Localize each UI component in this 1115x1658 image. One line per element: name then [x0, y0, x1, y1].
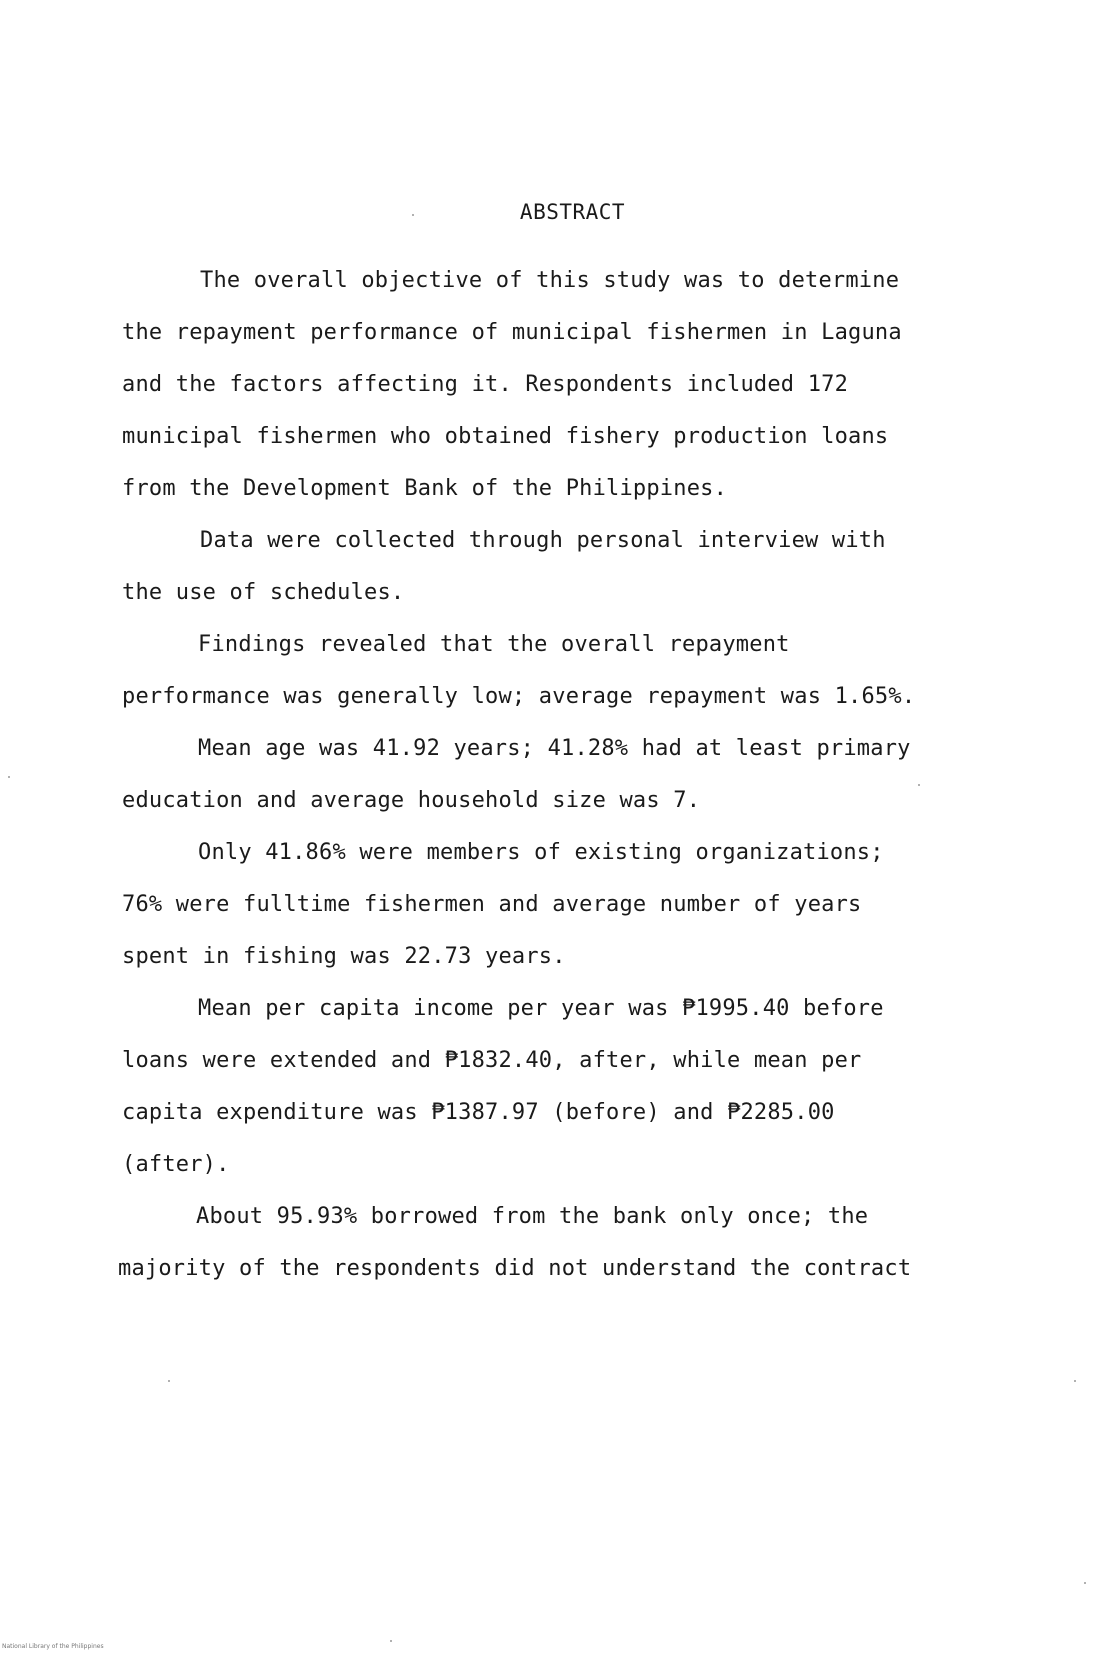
abstract-title: ABSTRACT: [519, 200, 626, 224]
scan-speck: [8, 776, 10, 778]
scan-speck: [1084, 1582, 1086, 1584]
scan-speck: [1074, 1380, 1076, 1382]
scan-speck: [918, 784, 920, 786]
text-line: the use of schedules.: [122, 580, 405, 605]
scan-footer: National Library of the Philippines: [2, 1643, 104, 1650]
text-line: municipal fishermen who obtained fishery production loans: [122, 424, 889, 449]
text-line: the repayment performance of municipal fishermen in Laguna: [122, 320, 902, 345]
text-line: Only 41.86% were members of existing organizations;: [198, 840, 884, 865]
scan-speck: [412, 214, 414, 216]
text-line: 76% were fulltime fishermen and average number of years: [122, 892, 862, 917]
text-line: Mean per capita income per year was ₱1995.40 before: [198, 996, 884, 1021]
text-line: performance was generally low; average repayment was 1.65%.: [122, 684, 916, 709]
text-line: Data were collected through personal interview with: [200, 528, 886, 553]
scan-speck: [390, 1640, 392, 1642]
text-line: The overall objective of this study was to determine: [200, 268, 900, 293]
text-line: education and average household size was 7.: [122, 788, 701, 813]
text-line: spent in fishing was 22.73 years.: [122, 944, 566, 969]
scan-speck: [168, 1380, 170, 1382]
text-line: and the factors affecting it. Respondents included 172: [122, 372, 849, 397]
text-line: capita expenditure was ₱1387.97 (before) and ₱2285.00: [122, 1100, 835, 1125]
text-line: (after).: [122, 1152, 230, 1177]
text-line: Findings revealed that the overall repayment: [198, 632, 790, 657]
text-line: About 95.93% borrowed from the bank only once; the: [196, 1204, 869, 1229]
text-line: majority of the respondents did not understand the contract: [118, 1256, 912, 1281]
text-line: loans were extended and ₱1832.40, after, while mean per: [122, 1048, 862, 1073]
text-line: Mean age was 41.92 years; 41.28% had at least primary: [198, 736, 911, 761]
text-line: from the Development Bank of the Philippines.: [122, 476, 728, 501]
